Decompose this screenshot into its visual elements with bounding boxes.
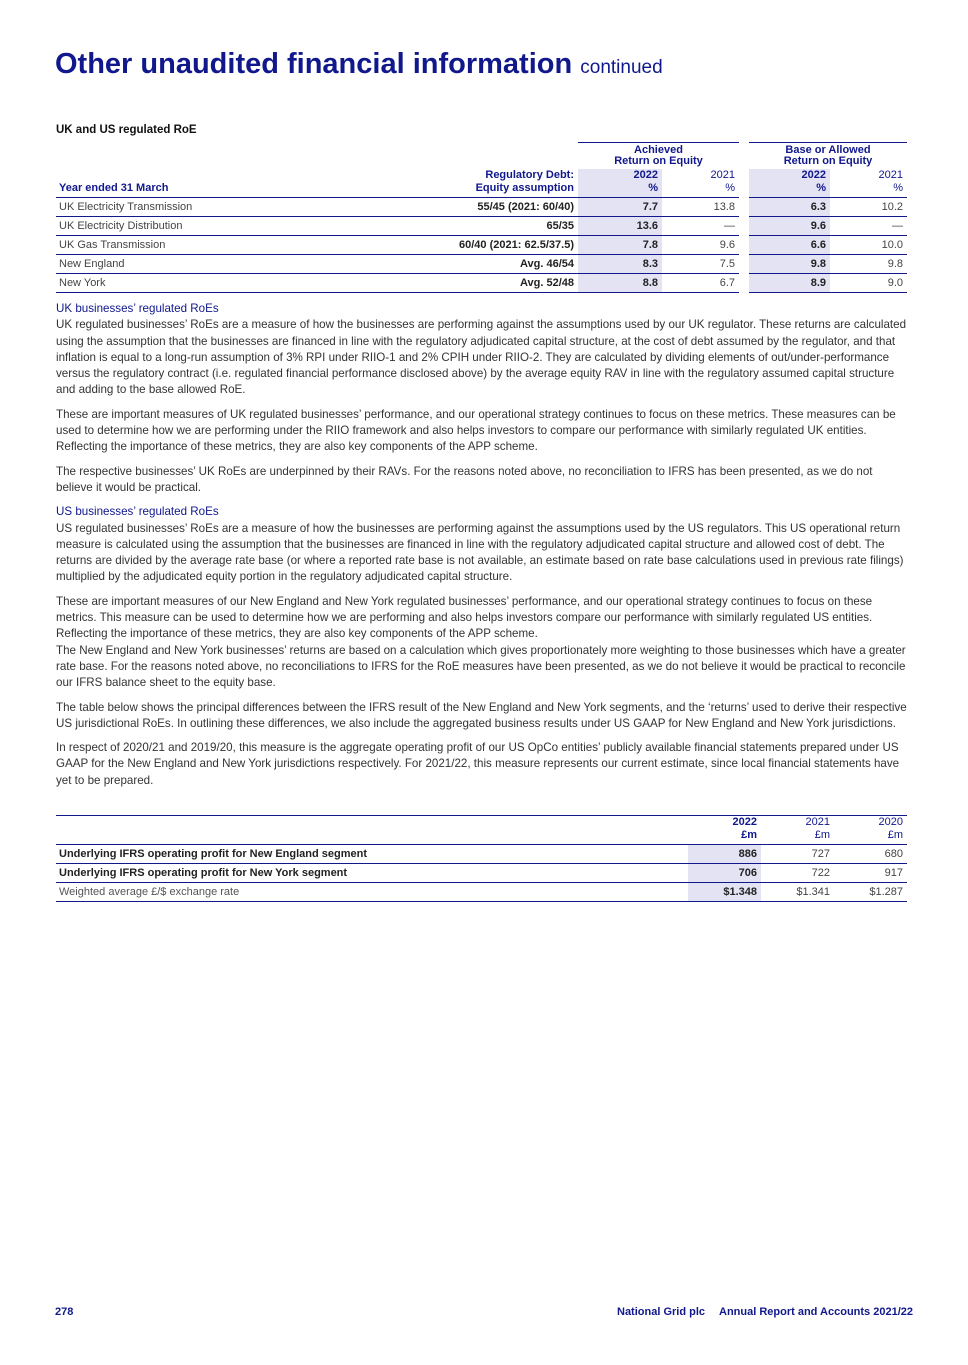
table-row — [56, 255, 907, 274]
table-row — [56, 864, 907, 883]
allowed-2021-value: 10.2 — [830, 198, 907, 217]
table-row — [56, 217, 907, 236]
row-assumption: 55/45 (2021: 60/40) — [326, 198, 578, 217]
roe-column-header — [56, 169, 907, 198]
group-allowed-label: Base or Allowed Return on Equity — [744, 143, 907, 170]
footer-publication — [617, 1306, 913, 1318]
achieved-2022-value: 8.8 — [578, 274, 662, 293]
roe-table — [56, 142, 907, 293]
row-assumption: 65/35 — [326, 217, 578, 236]
allowed-2022-value: 6.3 — [744, 198, 830, 217]
row-label: New York — [56, 274, 326, 293]
table-row — [56, 274, 907, 293]
col-achieved-2022: 2022 % — [578, 169, 662, 198]
achieved-2022-value: 13.6 — [578, 217, 662, 236]
profit-column-header — [56, 816, 907, 845]
col-allowed-2022: 2022 % — [744, 169, 830, 198]
allowed-2022-value: 9.8 — [744, 255, 830, 274]
allowed-2022-value: 8.9 — [744, 274, 830, 293]
footer-company: National Grid plc — [617, 1306, 706, 1318]
achieved-2021-value: 6.7 — [662, 274, 744, 293]
achieved-2021-value: 13.8 — [662, 198, 744, 217]
us-paragraph-3: The New England and New York businesses’ returns are based on a calculation which gives proportionately more weighting to those businesses which have a greater rate base. For the reasons noted above, no reconciliations to IFRS for the RoE measures have been presented, as we do not believe it would be practical to reconcile our IFRS balance sheet to the equity base. — [56, 643, 906, 690]
uk-paragraph-2: These are important measures of UK regulated businesses’ performance, and our operational strategy continues to focus on these metrics. These measures can be used to determine how we are performing under the RIIO framework and also helps investors to compare our performance with similarly regulated UK entities. Reflecting the importance of these metrics, they are also key components of the APP scheme. — [56, 407, 896, 454]
table-row — [56, 198, 907, 217]
table-row — [56, 883, 907, 902]
row-label: Underlying IFRS operating profit for New York segment — [56, 864, 688, 883]
group-achieved-label: Achieved Return on Equity — [578, 143, 744, 170]
us-subheading: US businesses’ regulated RoEs — [56, 505, 219, 519]
footer-report: Annual Report and Accounts 2021/22 — [719, 1306, 913, 1318]
col-achieved-2021: 2021 % — [710, 169, 735, 194]
row-label: Weighted average £/$ exchange rate — [56, 883, 688, 902]
page-number: 278 — [55, 1306, 74, 1318]
value-2020: 680 — [834, 845, 907, 864]
col-allowed-2021: 2021 % — [878, 169, 903, 194]
page-title-suffix: continued — [580, 57, 663, 78]
value-2020: 917 — [834, 864, 907, 883]
uk-subheading: UK businesses’ regulated RoEs — [56, 302, 219, 315]
row-label: UK Electricity Distribution — [56, 217, 326, 236]
allowed-2022-value: 6.6 — [744, 236, 830, 255]
roe-group-header — [56, 143, 907, 170]
value-2022: 706 — [688, 864, 761, 883]
row-label: UK Gas Transmission — [56, 236, 326, 255]
row-assumption: Avg. 52/48 — [326, 274, 578, 293]
allowed-2021-value: 9.0 — [830, 274, 907, 293]
value-2021: 722 — [761, 864, 834, 883]
allowed-2021-value: — — [830, 217, 907, 236]
value-2022: $1.348 — [688, 883, 761, 902]
value-2021: 727 — [761, 845, 834, 864]
roe-section-heading: UK and US regulated RoE — [56, 124, 197, 136]
allowed-2021-value: 10.0 — [830, 236, 907, 255]
col-assumption-header: Regulatory Debt: Equity assumption — [475, 169, 574, 194]
col-2020: 2020 £m — [834, 816, 907, 845]
allowed-2021-value: 9.8 — [830, 255, 907, 274]
us-paragraph-4: The table below shows the principal differences between the IFRS result of the New England and New York segments, and the ‘returns’ used to derive their respective US jurisdictional RoEs. In outlining these differences, we also include the aggregated business results under US GAAP for New England and New York jurisdictions. — [56, 700, 907, 730]
table-row — [56, 845, 907, 864]
col-2022: 2022 £m — [688, 816, 761, 845]
col-year-header: Year ended 31 March — [59, 182, 169, 194]
uk-paragraph-1: UK regulated businesses’ RoEs are a measure of how the businesses are performing against the assumptions used by our UK regulator. These returns are calculated using the assumption that the businesses are financed in line with the regulatory adjudicated capital structure, at the cost of debt assumed by the regulator, and that inflation is equal to a long-run assumption of 3% RPI under RIIO-1 and 2% CPIH under RIIO-2. They are calculated by dividing elements of out/under-performance versus the regulatory contract (i.e. regulated financial performance disclosed above) by the average equity RAV in line with the regulatory assumed capital structure and adding to the base allowed RoE. — [56, 318, 907, 397]
achieved-2021-value: — — [662, 217, 744, 236]
page-title-main: Other unaudited financial information — [55, 48, 573, 80]
profit-table — [56, 815, 907, 902]
page-title — [55, 48, 663, 81]
row-label: Underlying IFRS operating profit for New England segment — [56, 845, 688, 864]
row-label: New England — [56, 255, 326, 274]
uk-paragraph-3: The respective businesses’ UK RoEs are underpinned by their RAVs. For the reasons noted above, no reconciliation to IFRS has been presented, as we do not believe it would be practical. — [56, 464, 873, 494]
value-2022: 886 — [688, 845, 761, 864]
allowed-2022-value: 9.6 — [744, 217, 830, 236]
achieved-2021-value: 9.6 — [662, 236, 744, 255]
us-paragraph-1: US regulated businesses’ RoEs are a measure of how the businesses are performing against the assumptions used by the US regulators. This US operational return measure is calculated using the assumption that the businesses are financed in line with the regulatory adjudicated capital structure and allowed cost of debt. The returns are divided by the average rate base (or where a reported rate base is not available, an estimate based on rate base calculations used in previous rate filings) multiplied by the adjudicated equity portion in the regulatory adjudicated capital structure. — [56, 521, 904, 584]
body-text — [56, 301, 908, 797]
achieved-2022-value: 7.7 — [578, 198, 662, 217]
row-assumption: 60/40 (2021: 62.5/37.5) — [326, 236, 578, 255]
achieved-2022-value: 7.8 — [578, 236, 662, 255]
us-paragraph-2: These are important measures of our New England and New York regulated businesses’ performance, and our operational strategy continues to focus on these metrics. This measure can be used to determine how we are performing and also helps investors compare our performance with similarly regulated US entities. Reflecting the importance of these metrics, they are also key components of the APP scheme. — [56, 594, 873, 641]
table-row — [56, 236, 907, 255]
col-2021: 2021 £m — [761, 816, 834, 845]
row-assumption: Avg. 46/54 — [326, 255, 578, 274]
row-label: UK Electricity Transmission — [56, 198, 326, 217]
us-paragraph-5: In respect of 2020/21 and 2019/20, this measure is the aggregate operating profit of our US OpCo entities’ publicly available financial statements prepared under US GAAP for the New England and New York jurisdictions respectively. For 2021/22, this measure represents our current estimate, since local financial statements have yet to be prepared. — [56, 741, 900, 787]
achieved-2021-value: 7.5 — [662, 255, 744, 274]
value-2020: $1.287 — [834, 883, 907, 902]
achieved-2022-value: 8.3 — [578, 255, 662, 274]
value-2021: $1.341 — [761, 883, 834, 902]
